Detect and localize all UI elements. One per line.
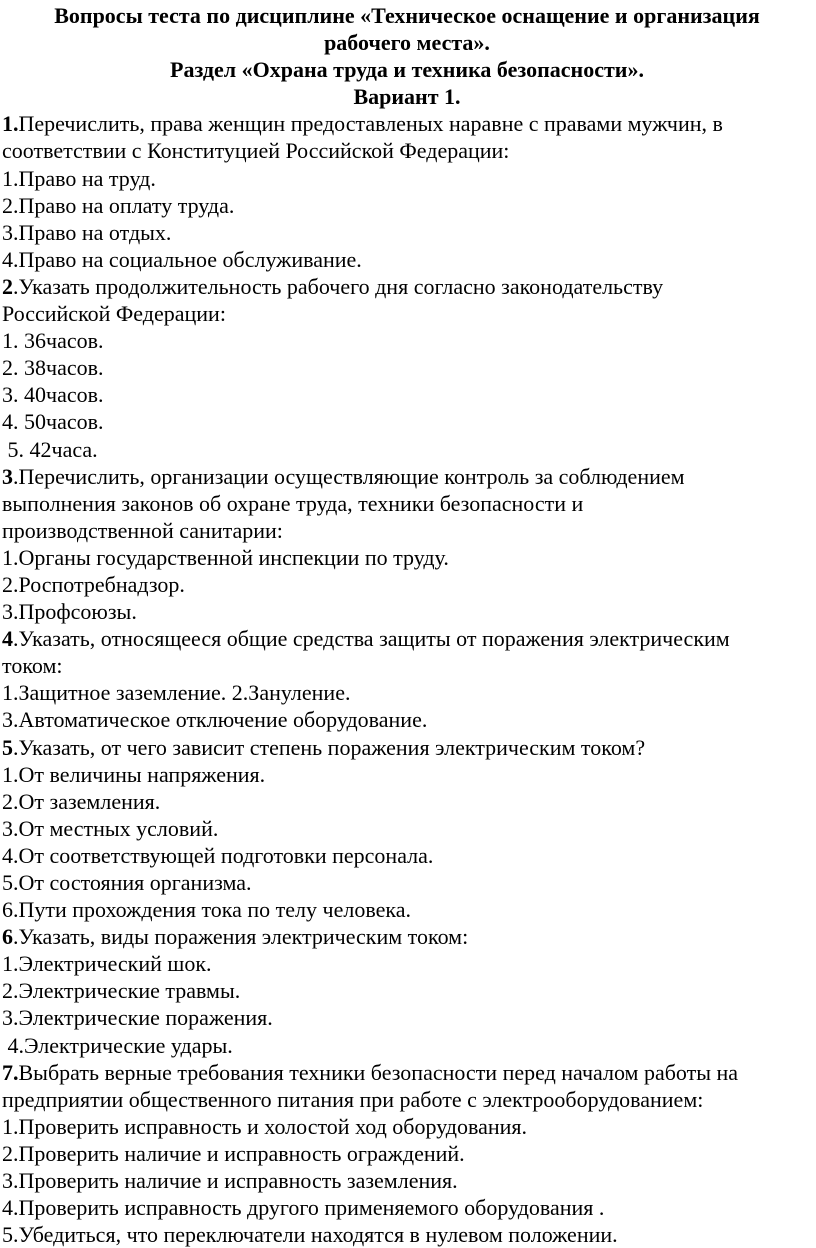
answer-option: 5.От состояния организма. (2, 870, 252, 895)
question-4 (2, 625, 812, 733)
question-line: соответствии с Конституцией Российской Федерации: (2, 138, 510, 164)
answer-option: 1.Право на труд. (2, 165, 156, 191)
question-7 (2, 1059, 812, 1248)
answer-option: 2.От заземления. (2, 788, 161, 814)
answer-option: 3.Автоматическое отключение оборудование. (2, 707, 428, 733)
answer-option: 4. 50часов. (2, 409, 104, 435)
answer-option: 1.Органы государственной инспекции по труду. (2, 544, 449, 570)
question-number: 3 (2, 463, 13, 489)
document-page (2, 2, 812, 1248)
question-line: .Перечислить, организации осуществляющие контроль за соблюдением (13, 463, 685, 489)
answer-option: 1.Проверить исправность и холостой ход оборудования. (2, 1113, 528, 1139)
question-number: 4 (2, 626, 13, 652)
question-line: Российской Федерации: (2, 301, 226, 327)
question-text (2, 923, 812, 950)
answer-option: 4.Право на социальное обслуживание. (2, 246, 362, 272)
answer-option: 5.Убедиться, что переключатели находятся в нулевом положении. (2, 1222, 618, 1248)
question-number: 1. (2, 111, 19, 137)
question-line: предприятии общественного питания при работе с электрооборудованием: (2, 1086, 704, 1112)
answer-option: 4.От соответствующей подготовки персонала. (2, 842, 434, 868)
section-title: Раздел «Охрана труда и техника безопасности». (170, 57, 644, 83)
question-2 (2, 273, 812, 463)
question-line: выполнения законов об охране труда, техники безопасности и (2, 490, 584, 516)
variant-title: Вариант 1. (353, 84, 461, 110)
question-text (2, 1059, 812, 1086)
question-6 (2, 923, 812, 1058)
question-1 (2, 110, 812, 273)
question-line: производственной санитарии: (2, 517, 283, 543)
answer-option: 3.Электрические поражения. (2, 1005, 273, 1031)
answer-option: 6.Пути прохождения тока по телу человека. (2, 897, 411, 923)
question-line: Перечислить, права женщин предоставленых наравне с правами мужчин, в (18, 111, 723, 137)
question-text (2, 110, 812, 137)
question-number: 7. (2, 1059, 19, 1085)
document-title-line-1: Вопросы теста по дисциплине «Техническое оснащение и организация (54, 3, 760, 28)
answer-option: 2.Право на оплату труда. (2, 192, 235, 218)
answer-option: 1.Электрический шок. (2, 951, 212, 977)
question-text-continued (2, 517, 812, 544)
answer-option: 2.Роспотребнадзор. (2, 571, 185, 597)
question-text (2, 625, 812, 652)
question-number: 2 (2, 273, 13, 299)
answer-option: 4.Электрические удары. (2, 1032, 233, 1058)
question-line: током: (2, 653, 63, 679)
answer-option: 3. 40часов. (2, 382, 104, 408)
question-text-continued (2, 300, 812, 327)
question-line: .Указать, относящееся общие средства защиты от поражения электрическим (13, 626, 730, 652)
question-text-continued (2, 1086, 812, 1113)
question-text-continued (2, 490, 812, 517)
answer-option: 3.Проверить наличие и исправность заземления. (2, 1168, 458, 1194)
question-line: Выбрать верные требования техники безопасности перед началом работы на (18, 1059, 739, 1085)
answer-option: 4.Проверить исправность другого применяемого оборудования . (2, 1195, 605, 1221)
answer-option: 3.Право на отдых. (2, 219, 172, 245)
question-line: .Указать, виды поражения электрическим током: (13, 924, 469, 950)
answer-option: 2.Электрические травмы. (2, 978, 241, 1004)
answer-option: 1. 36часов. (2, 328, 104, 354)
question-line: .Указать, от чего зависит степень поражения электрическим током? (13, 734, 646, 760)
question-number: 6 (2, 924, 13, 950)
question-number: 5 (2, 734, 13, 760)
question-line: .Указать продолжительность рабочего дня согласно законодательству (13, 273, 664, 299)
question-text (2, 273, 812, 300)
answer-option: 1.Защитное заземление. 2.Зануление. (2, 680, 351, 706)
question-text-continued (2, 137, 812, 164)
questions-list (2, 110, 812, 1248)
answer-option: 3.От местных условий. (2, 815, 219, 841)
answer-option: 2.Проверить наличие и исправность ограждений. (2, 1140, 465, 1166)
answer-option: 3.Профсоюзы. (2, 599, 137, 625)
question-5 (2, 734, 812, 924)
answer-option: 1.От величины напряжения. (2, 761, 266, 787)
answer-option: 5. 42часа. (2, 436, 98, 462)
document-title-line-2: рабочего места». (324, 30, 490, 56)
answer-option: 2. 38часов. (2, 355, 104, 381)
question-text-continued (2, 652, 812, 679)
question-3 (2, 463, 812, 626)
question-text (2, 734, 812, 761)
question-text (2, 463, 812, 490)
